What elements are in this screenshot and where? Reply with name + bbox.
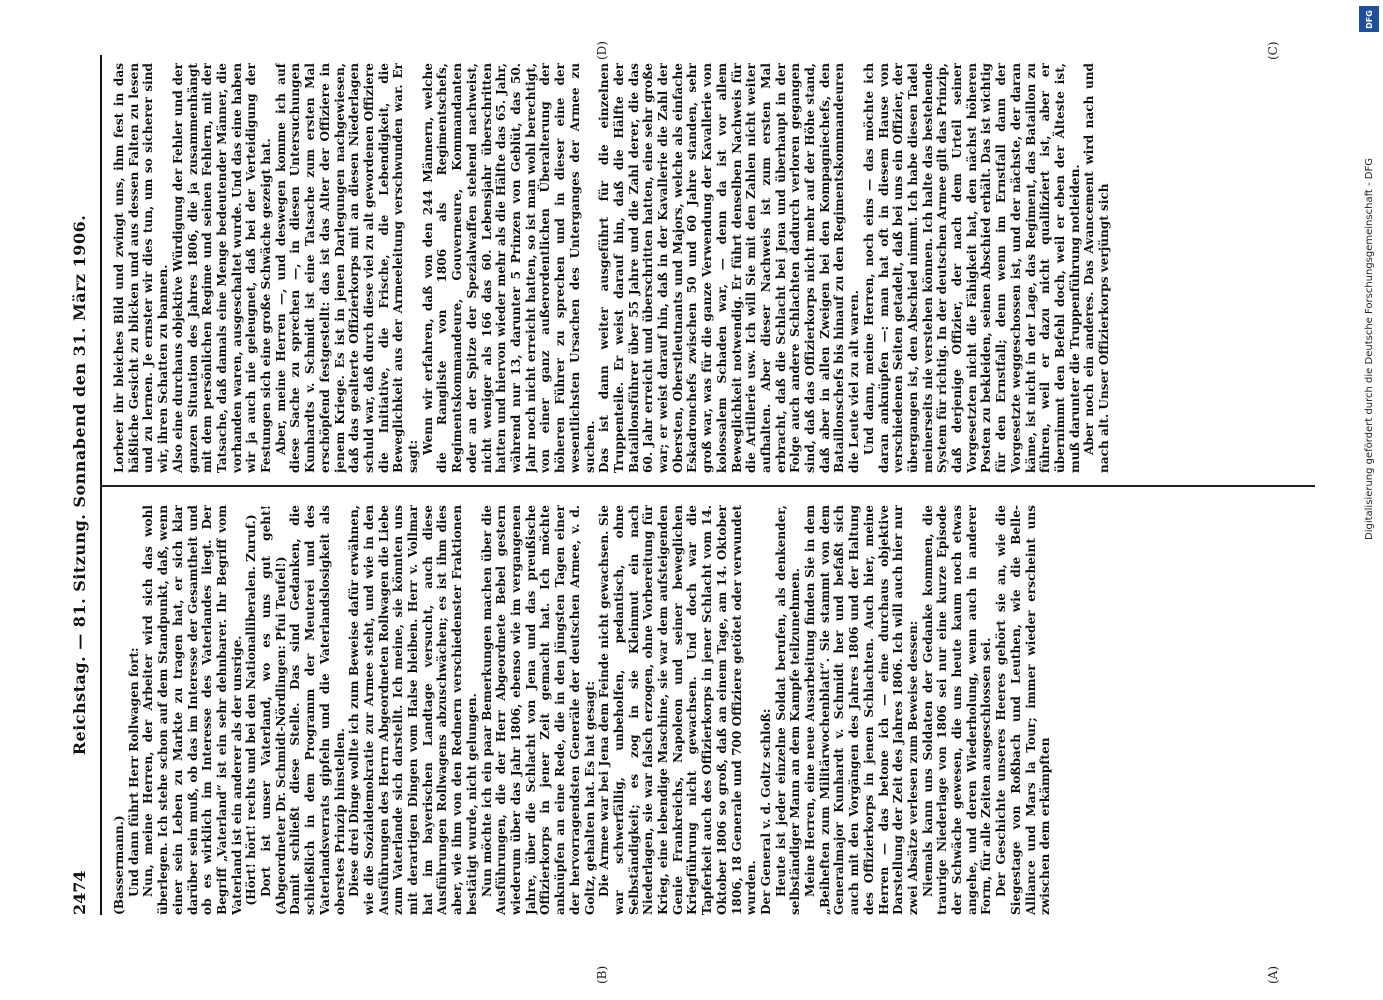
dfg-logo-icon [1359, 6, 1379, 32]
quote-paragraph: Heute ist jeder einzelne Soldat berufen, als denkender, selbständiger Mann an dem Kampfe teilzunehmen. [773, 505, 803, 915]
margin-marker-c: (C) [1266, 41, 1280, 60]
paragraph: Und dann führt Herr Rollwagen fort: [126, 647, 141, 897]
quote-paragraph: Wenn wir erfahren, daß von den 244 Männern, welche die Rangliste von 1806 als Regimentschefs, Regimentskommandeure, Gouverneure, Kommandanten oder an der Spitze der Spezialwaffen stehend nachweist, nicht weniger als 166 das 60. Lebensjahr überschritten hatten und hiervon wieder mehr als die Hälfte das 65. Jahr, während nur 13, darunter 5 Prinzen von Geblüt, das 50. Jahr noch nicht erreicht hatten, so ist man wohl berechtigt, von einer ganz außerordentlichen Überalterung der höheren Führer zu sprechen und in dieser eine der wesentlichsten Ursachen des Unterganges der Armee zu suchen. [420, 63, 597, 473]
left-column [112, 505, 1312, 915]
paragraph: Das ist dann weiter ausgeführt für die einzelnen Truppenteile. Er weist darauf hin, daß die Hälfte der Bataillonsführer über 55 Jahre und die Zahl derer, die das 60. Jahr erreicht und überschritten hatten, eine sehr große war; er weist darauf hin, daß in der Kavallerie die Zahl der Obersten, Oberstleutnants und Majors, welche als einfache Eskadronchefs zwischen 50 und 60 Jahre standen, sehr groß war, was für die ganze Verwendung der Kavallerie von kolossalem Schaden war, — denn da ist vor allem Beweglichkeit notwendig. Er führt denselben Nachweis für die Artillerie usw. Ich will Sie mit den Zahlen nicht weiter aufhalten. Aber dieser Nachweis ist zum ersten Mal erbracht, daß die Schlacht bei Jena und überhaupt in der Folge auch andere Schlachten dadurch verloren gegangen sind, daß das Offizierkorps nicht mehr auf der Höhe stand, daß aber in allen Zweigen bei den Kompagniechefs, den Bataillonschefs bis hinauf zu den Regimentskommandeuren die Leute viel zu alt waren. [597, 63, 862, 473]
paragraph: Meine Herren, eine neue Ausarbeitung finden Sie in dem „Beiheften zum Militärwochenblatt“. Sie stammt von dem Generalmajor Kunhardt v. Schmidt her und befaßt sich auch mit den Vorgängen des Jahres 1806 und der Haltung des Offizierkorps in jenen Schlachten. Auch hier, meine Herren — das betone ich — eine durchaus objektive Darstellung der Zeit des Jahres 1806. Ich will auch hier nur zwei Absätze verlesen zum Beweise dessen: [803, 505, 920, 915]
speaker-label: (Bassermann.) [112, 815, 126, 915]
paragraph: Aber, meine Herren —, und deswegen komme ich auf diese Sache zu sprechen —, in diesen Untersuchungen Kunhardts v. Schmidt ist eine Tatsache zum ersten Mal erschöpfend festgestellt: das ist das Alter der Offiziere in jenem Kriege. Es ist in jenen Darlegungen nachgewiesen, daß das gealterte Offizierkorps mit an diesen Niederlagen schuld war, daß durch diese viel zu alt gewordenen Offiziere die Initiative, die Frische, die Lebendigkeit, die Beweglichkeit aus der Armeeleitung verschwunden war. Er sagt: [273, 63, 421, 473]
quote-paragraph: Niemals kann uns Soldaten der Gedanke kommen, die traurige Niederlage von 1806 sei nur eine kurze Episode der Schwäche gewesen, die uns heute kaum noch etwas angehe, und deren Wiederholung, wenn auch in anderer Form, für alle Zeiten ausgeschlossen sei. [920, 505, 994, 915]
quote-paragraph: Der Geschichte unseres Heeres gehört sie an, wie die Siegestage von Roßbach und Leuthen, wie die Belle-Alliance und Mars la Tour; immer wieder erscheint uns zwischen dem erkämpften [994, 505, 1053, 915]
paragraph: Dort ist unser Vaterland, wo es uns gut geht! (Abgeordneter Dr. Schmidt-Nördlingen: Pfui Teufel!) [259, 505, 288, 915]
paragraph: Diese drei Dinge wollte ich zum Beweise dafür erwähnen, wie die Sozialdemokratie zur Armee steht, und wie in den Ausführungen des Herrn Abgeordneten Rollwagen die Liebe zum Vaterlande sich darstellt. Ich meine, sie könnten uns mit derartigen Dingen vom Halse bleiben. Herr v. Vollmar hat im bayerischen Landtage versucht, auch diese Ausführungen Rollwagens abzuschwächen; es ist ihm dies aber, wie ihm von den Rednern verschiedenster Fraktionen bestätigt wurde, nicht gelungen. [347, 505, 479, 915]
margin-marker-d: (D) [595, 41, 609, 60]
paragraph: Nun möchte ich ein paar Bemerkungen machen über die Ausführungen, die der Herr Abgeordnete Bebel gestern wiederum über das Jahr 1806, ebenso wie im vergangenen Jahre, über die Schlacht von Jena und das preußische Offizierkorps in jener Zeit gemacht hat. Ich möchte anknüpfen an eine Rede, die in den jüngsten Tagen einer der hervorragendsten Generäle der deutschen Armee, v. d. Goltz, gehalten hat. Es hat gesagt: [479, 505, 597, 915]
paragraph: Der General v. d. Goltz schloß: [758, 708, 773, 915]
paragraph: Damit schließt diese Stelle. Das sind Gedanken, die schließlich in dem Programm der Meuterei und des Vaterlandsverrats gipfeln und die Vaterlandslosigkeit als oberstes Prinzip hinstellen. [288, 505, 347, 915]
right-column [112, 63, 1312, 473]
paragraph: Und dann, meine Herren, noch eins — das möchte ich daran anknüpfen —: man hat oft in diesem Hause von verschiedenen Seiten getadelt, daß bei uns ein Offizier, der übergangen ist, den Abschied nimmt. Ich habe diesen Tadel meinerseits nie verstehen können. Ich halte das bestehende System für richtig. In der deutschen Armee gilt das Prinzip, daß derjenige Offizier, der nach dem Urteil seiner Vorgesetzten nicht die Fähigkeit hat, den nächst höheren Posten zu bekleiden, seinen Abschied erhält. Das ist wichtig für den Ernstfall; denn wenn im Ernstfall dann der Vorgesetzte weggeschossen ist, und der nächste, der daran käme, ist nicht in der Lage, das Regiment, das Bataillon zu führen, weil er dazu nicht qualifiziert ist, aber er übernimmt den Befehl doch, weil er eben der Älteste ist, muß darunter die Truppenführung notleiden. [861, 63, 1082, 473]
column-divider [100, 485, 1315, 487]
dfg-credit [1355, 0, 1383, 1000]
margin-marker-a: (A) [1266, 965, 1280, 984]
page-number: 2474 [70, 870, 89, 915]
quote-paragraph: Die Armee war bei Jena dem Feinde nicht gewachsen. Sie war schwerfällig, unbeholfen, pedantisch, ohne Selbständigkeit; es zog in sie Kleinmut ein nach Niederlagen, sie war falsch erzogen, ohne Vorbereitung für Krieg, eine lebendige Maschine, sie war dem aufsteigenden Genie Frankreichs, Napoleon und seiner beweglichen Kriegführung nicht gewachsen. Und doch war die Tapferkeit auch des Offizierkorps in jener Schlacht vom 14. Oktober 1806 so groß, daß an einem Tage, am 14. Oktober 1806, 18 Generale und 700 Offiziere getötet oder verwundet wurden. [597, 505, 759, 915]
paragraph: Also eine durchaus objektive Würdigung der Fehler und der ganzen Situation des Jahres 1806, die ja zusammenhängt mit dem persönlichen Regime und seinen Fehlern, mit der Tatsache, daß damals eine Menge bedeutender Männer, die vorhanden waren, ausgeschaltet wurde. Und das eine haben wir ja auch nie geleugnet, daß bei der Verteidigung der Festungen sich eine große Schwäche gezeigt hat. [170, 63, 274, 473]
dfg-badge-text: DFG [1364, 9, 1374, 29]
quote-paragraph: Lorbeer ihr bleiches Bild und zwingt uns, ihm fest in das häßliche Gesicht zu blicken und aus dessen Falten zu lesen und zu lernen. Je ernster wir dies tun, um so sicherer sind wir, ihren Schatten zu bannen. [112, 63, 171, 473]
paragraph: Nun, meine Herren, der Arbeiter wird sich das wohl überlegen. Ich stehe schon auf dem Standpunkt, daß, wenn einer sein Leben zu Markte zu tragen hat, er sich klar darüber sein muß, ob das im Interesse der Gesamtheit und ob es wirklich im Interesse des Vaterlandes liegt. Der Begriff „Vaterland“ ist ein sehr dehnbarer. Ihr Begriff vom Vaterland ist ein anderer als der unsrige. [141, 505, 244, 915]
interjection: (Hört! hört! rechts und bei den Nationalliberalen. Zuruf.) [244, 514, 259, 906]
dfg-credit-text: Digitalisierung gefördert durch die Deutsche Forschungsgemeinschaft - DFG [1364, 157, 1375, 540]
page-body [60, 55, 1320, 915]
running-title: Reichstag. — 81. Sitzung. Sonnabend den 31. März 1906. [70, 214, 89, 756]
margin-marker-b: (B) [595, 965, 609, 984]
paragraph: Aber noch ein anderes. Das Avancement wird nach und nach alt. Unser Offizierkorps verjüngt sich [1082, 63, 1112, 473]
page-header [60, 55, 102, 915]
